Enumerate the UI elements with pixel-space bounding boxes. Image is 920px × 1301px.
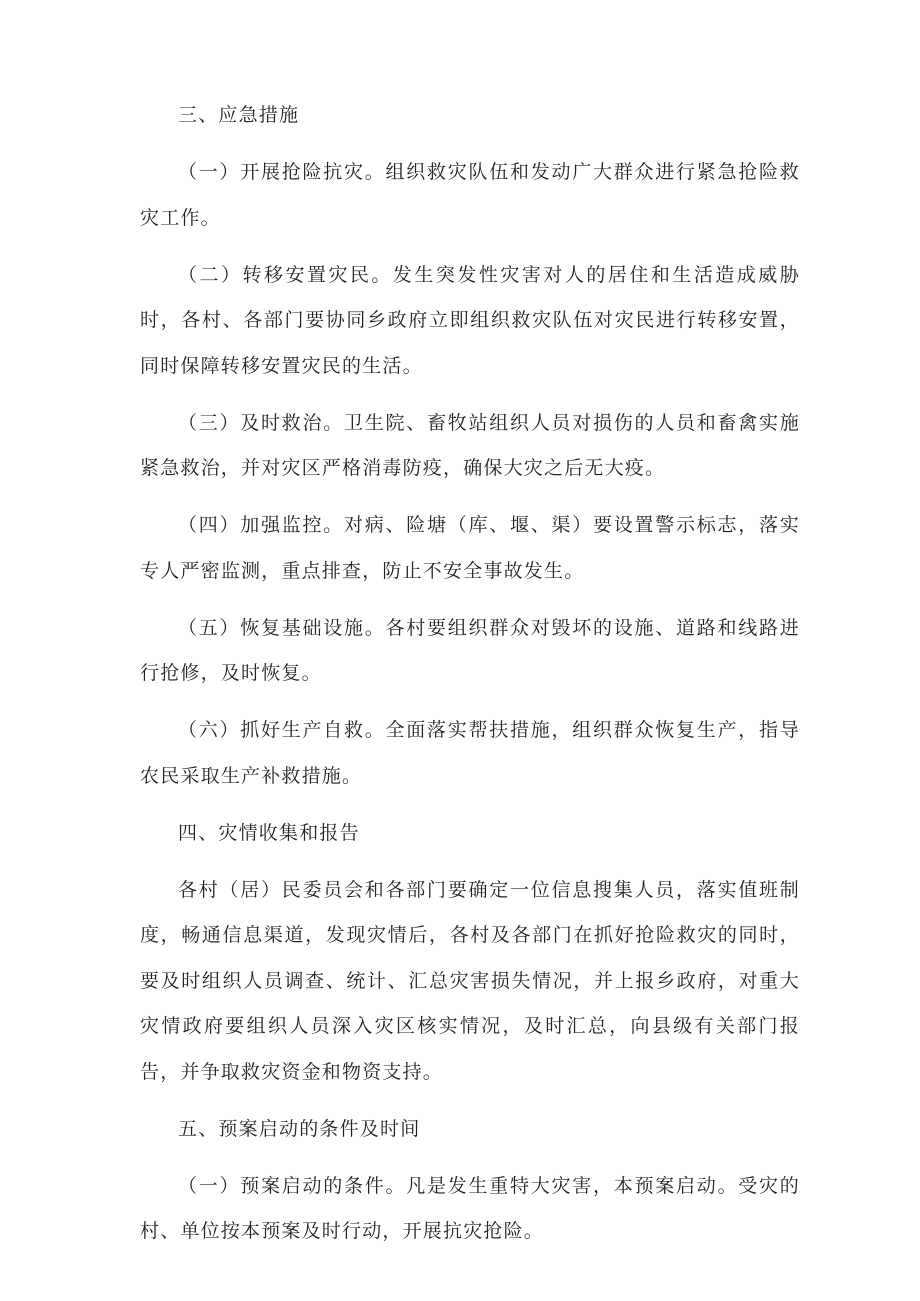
section-heading-plan-activation: 五、预案启动的条件及时间 (178, 1117, 421, 1140)
paragraph-rescue: （一）开展抢险抗灾。组织救灾队伍和发动广大群众进行紧急抢险救灾工作。 (140, 161, 800, 229)
paragraph-production: （六）抓好生产自救。全面落实帮扶措施，组织群众恢复生产，指导农民采取生产补救措施。 (140, 719, 800, 787)
paragraph-reporting: 各村（居）民委员会和各部门要确定一位信息搜集人员，落实值班制度，畅通信息渠道，发现灾情后，各村及各部门在抓好抢险救灾的同时，要及时组织人员调查、统计、汇总灾害损失情况，并上报乡政府，对重大灾情政府要组织人员深入灾区核实情况，及时汇总，向县级有关部门报告，并争取救灾资金和物资支持。 (140, 878, 800, 1083)
paragraph-activation-conditions: （一）预案启动的条件。凡是发生重特大灾害，本预案启动。受灾的村、单位按本预案及时行动，开展抗灾抢险。 (140, 1174, 800, 1242)
paragraph-treatment: （三）及时救治。卫生院、畜牧站组织人员对损伤的人员和畜禽实施紧急救治，并对灾区严格消毒防疫，确保大灾之后无大疫。 (140, 411, 800, 479)
paragraph-relocation: （二）转移安置灾民。发生突发性灾害对人的居住和生活造成威胁时，各村、各部门要协同乡政府立即组织救灾队伍对灾民进行转移安置，同时保障转移安置灾民的生活。 (140, 263, 800, 377)
section-heading-disaster-reporting: 四、灾情收集和报告 (178, 821, 360, 844)
document-body (140, 93, 800, 1266)
section-heading-emergency-measures: 三、应急措施 (178, 104, 300, 126)
paragraph-monitoring: （四）加强监控。对病、险塘（库、堰、渠）要设置警示标志，落实专人严密监测，重点排查，防止不安全事故发生。 (140, 514, 800, 582)
paragraph-infrastructure: （五）恢复基础设施。各村要组织群众对毁坏的设施、道路和线路进行抢修，及时恢复。 (140, 616, 800, 684)
